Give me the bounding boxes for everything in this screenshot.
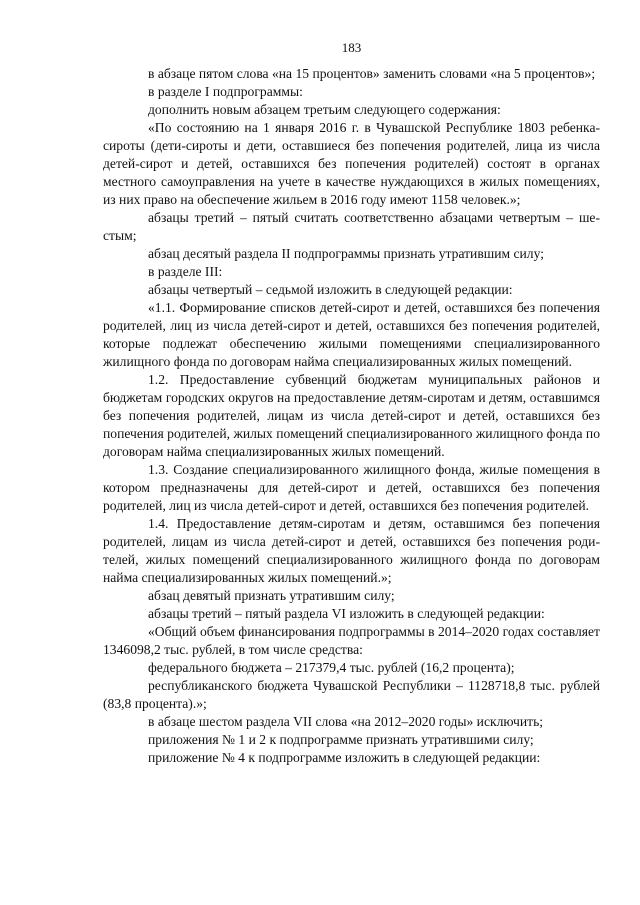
- paragraph-9: «1.1. Формирование списков детей-сирот и детей, оставшихся без попечения родителей, лиц из числа детей-сирот и детей, оставшихся без попечения родителей, которые подлежат обеспечению жилыми помещениями специализированного жилищного фонда по договорам найма специализированных жилых помещений.: [103, 300, 600, 369]
- paragraph-15: «Общий объем финансирования подпрограммы в 2014–2020 годах составляет 1346098,2 тыс. рублей, в том числе средства:: [103, 624, 600, 657]
- paragraph-10: 1.2. Предоставление субвенций бюджетам муниципальных районов и бюджетам городских округов на предоставление детям-сиротам и детям, оставшимся без попечения родителей, лицам из числа детей-сирот и детей, оставшихся без попечения родителей, жилых помещений специализированного жилищного фонда по договорам найма специализированных жилых помещений.: [103, 372, 600, 459]
- paragraph-6: абзац десятый раздела II подпрограммы признать утратившим силу;: [148, 246, 544, 261]
- paragraph-8: абзацы четвертый – седьмой изложить в следующей редакции:: [148, 282, 513, 297]
- paragraph-3: дополнить новым абзацем третьим следующего содержания:: [148, 102, 501, 117]
- paragraph-7: в разделе III:: [148, 264, 223, 279]
- paragraph-4: «По состоянию на 1 января 2016 г. в Чувашской Республике 1803 ребенка-сироты (дети-сироты и дети, оставшиеся без попечения родителей, лица из числа детей-сирот и детей, оставшихся без попечения родителей) состоят в органах местного самоуправления на учете в качестве нуждающихся в жилых помещениях, из них право на обеспечение жильем в 2016 году имеют 1158 человек.»;: [103, 120, 600, 207]
- paragraph-12: 1.4. Предоставление детям-сиротам и детям, оставшимся без попечения родителей, лицам из числа детей-сирот и детей, оставшихся без попечения родителей, жилых помещений специализированного жилищного фонда по договорам найма специализированных жилых помещений.»;: [103, 516, 600, 585]
- paragraph-17: республиканского бюджета Чувашской Республики – 1128718,8 тыс. рублей (83,8 процента).»;: [103, 678, 600, 711]
- paragraph-19: приложения № 1 и 2 к подпрограмме признать утратившими силу;: [148, 732, 534, 747]
- paragraph-2: в разделе I подпрограммы:: [148, 84, 303, 99]
- paragraph-14: абзацы третий – пятый раздела VI изложить в следующей редакции:: [148, 606, 545, 621]
- paragraph-18: в абзаце шестом раздела VII слова «на 2012–2020 годы» исключить;: [148, 714, 544, 729]
- paragraph-13: абзац девятый признать утратившим силу;: [148, 588, 395, 603]
- paragraph-1: в абзаце пятом слова «на 15 процентов» заменить словами «на 5 процентов»;: [148, 66, 596, 81]
- paragraph-20: приложение № 4 к подпрограмме изложить в следующей редакции:: [148, 750, 541, 765]
- paragraph-11: 1.3. Создание специализированного жилищного фонда, жилые помещения в котором предназначены для детей-сирот и детей, оставшихся без попечения родителей, лиц из числа детей-сирот и детей, оставшихся без попечения родителей.: [103, 462, 600, 513]
- paragraph-16: федерального бюджета – 217379,4 тыс. рублей (16,2 процента);: [148, 660, 515, 675]
- page-number: 183: [341, 40, 362, 55]
- paragraph-5: абзацы третий – пятый считать соответственно абзацами четвертым – шестым;: [103, 210, 600, 243]
